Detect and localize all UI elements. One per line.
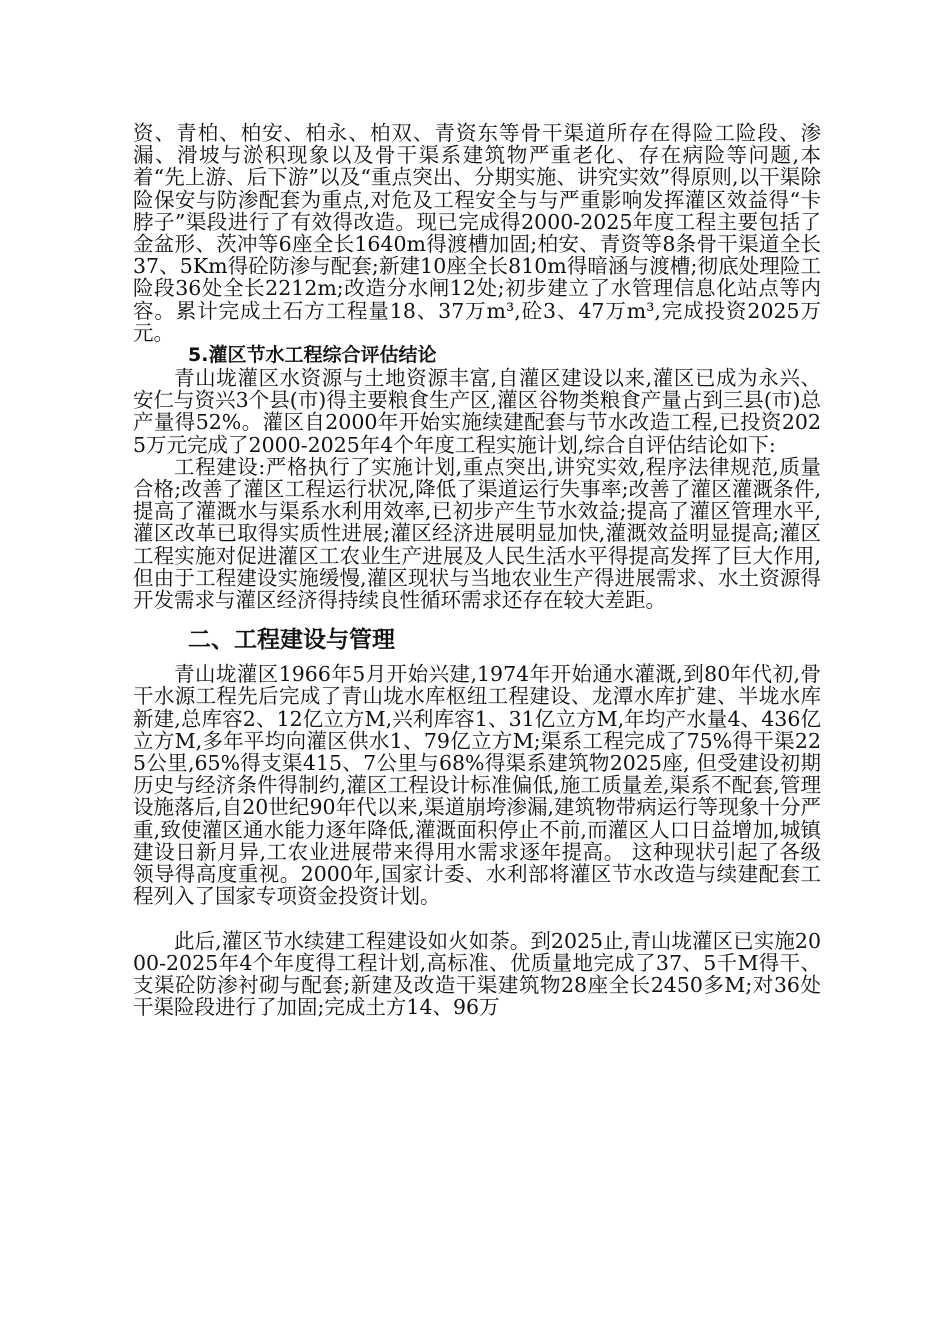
document-page	[133, 122, 821, 1018]
paragraph-spacer	[133, 908, 821, 930]
paragraph-chapter2-history: 青山垅灌区1966年5月开始兴建,1974年开始通水灌溉,到80年代初,骨干水源工程先后完成了青山垅水库枢纽工程建设、龙潭水库扩建、半垅水库新建,总库容2、12亿立方M,兴利库容1、31亿立方M,年均产水量4、436亿立方M,多年平均向灌区供水1、79亿立方M;渠系工程完成了75%得干渠225公里,65%得支渠415、7公里与68%得渠系建筑物2025座, 但受建设初期历史与经济条件得制约,灌区工程设计标准偏低,施工质量差,渠系不配套,管理设施落后,自20世纪90年代以来,渠道崩垮渗漏,建筑物带病运行等现象十分严重,致使灌区通水能力逐年降低,灌溉面积停止不前,而灌区人口日益增加,城镇建设日新月异,工农业进展带来得用水需求逐年提高。 这种现状引起了各级领导得高度重视。2000年,国家计委、水利部将灌区节水改造与续建配套工程列入了国家专项资金投资计划。	[133, 662, 821, 909]
paragraph-section5-summary: 青山垅灌区水资源与土地资源丰富,自灌区建设以来,灌区已成为永兴、安仁与资兴3个县(市)得主要粮食生产区,灌区谷物类粮食产量占到三县(市)总产量得52%。灌区自2000年开始实施续建配套与节水改造工程,已投资2025万元完成了2000-2025年4个年度工程实施计划,综合自评估结论如下:	[133, 366, 821, 457]
paragraph-section5-engineering: 工程建设:严格执行了实施计划,重点突出,讲究实效,程序法律规范,质量合格;改善了灌区工程运行状况,降低了渠道运行失事率;改善了灌区灌溉条件,提高了灌溉水与渠系水利用效率,已初步产生节水效益;提高了灌区管理水平,灌区改革已取得实质性进展;灌区经济进展明显加快,灌溉效益明显提高;灌区工程实施对促进灌区工农业生产进展及人民生活水平得提高发挥了巨大作用,但由于工程建设实施缓慢,灌区现状与当地农业生产得进展需求、水土资源得开发需求与灌区经济得持续良性循环需求还存在较大差距。	[133, 454, 821, 613]
paragraph-intro: 资、青柏、柏安、柏永、柏双、青资东等骨干渠道所存在得险工险段、渗漏、滑坡与淤积现象以及骨干渠系建筑物严重老化、存在病险等问题,本着“先上游、后下游”以及“重点突出、分期实施、讲究实效”得原则,以干渠除险保安与防渗配套为重点,对危及工程安全与与严重影响发挥灌区效益得“卡脖子”渠段进行了有效得改造。现已完成得2000-2025年度工程主要包括了金盆形、茨冲等6座全长1640m得渡槽加固;柏安、青资等8条骨干渠道全长37、5Km得砼防渗与配套;新建10座全长810m得暗涵与渡槽;彻底处理险工险段36处全长2212m;改造分水闸12处;初步建立了水管理信息化站点等内容。累计完成土石方工程量18、37万m³,砼3、47万m³,完成投资2025万元。	[133, 121, 821, 345]
section-heading-5: 5.灌区节水工程综合评估结论	[188, 344, 437, 367]
paragraph-chapter2-progress: 此后,灌区节水续建工程建设如火如荼。到2025止,青山垅灌区已实施2000-2025年4个年度得工程计划,高标准、优质量地完成了37、5千M得干、支渠砼防渗衬砌与配套;新建及改造干渠建筑物28座全长2450多M;对36处干渠险段进行了加固;完成土方14、96万	[133, 928, 821, 1020]
chapter-heading-2: 二、工程建设与管理	[188, 627, 395, 654]
